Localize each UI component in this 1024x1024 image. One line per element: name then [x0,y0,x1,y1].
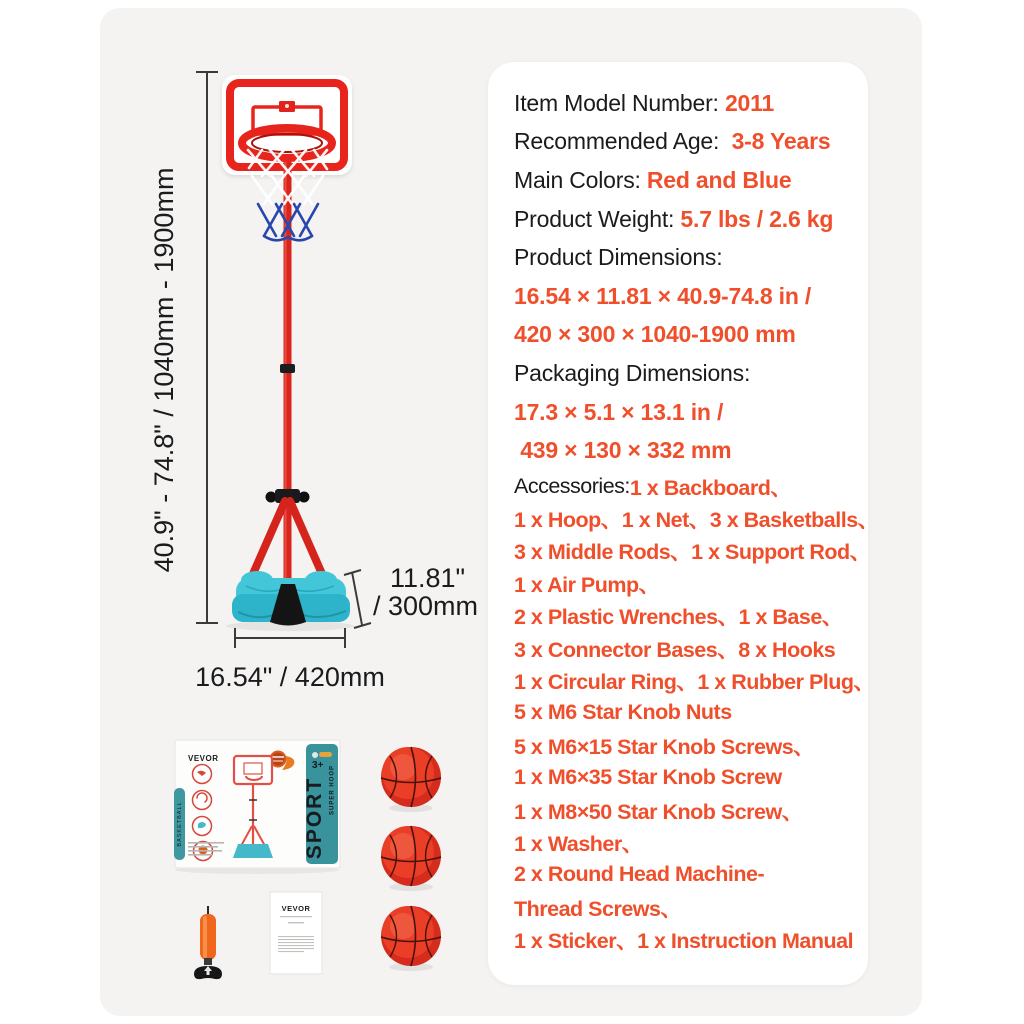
spec-line [514,923,862,955]
spec-line [514,470,862,502]
spec-value: 1 x M6×35 Star Knob Screw [514,765,782,790]
basketball-1 [381,747,441,812]
spec-line [514,535,871,567]
box-panel-subtitle: SUPER HOOP [329,764,336,816]
spec-line [514,859,862,891]
spec-label: Recommended Age: [514,128,732,155]
base [226,571,354,631]
spec-value: 2 x Round Head Machine- [514,862,765,887]
spec-value: 1 x Washer、 [514,831,643,856]
spec-value: 5 x M6 Star Knob Nuts [514,700,732,725]
spec-line [514,200,862,239]
spec-line [514,761,862,793]
spec-value: 5 x M6×15 Star Knob Screws、 [514,734,815,759]
spec-label: Main Colors: [514,166,647,193]
spec-value: 2 x Plastic Wrenches、1 x Base、 [514,605,843,630]
spec-value: 1 x Circular Ring、1 x Rubber Plug、 [514,669,875,694]
spec-value: 2011 [724,89,775,116]
spec-line [514,354,862,393]
spec-value: 420 × 300 × 1040-1900 mm [514,321,796,348]
spec-value: 3-8 Years [731,128,831,155]
spec-value: 5.7 lbs / 2.6 kg [680,205,834,232]
spec-value: 17.3 × 5.1 × 13.1 in / [514,398,724,425]
spec-line [514,431,862,470]
spec-value: 439 × 130 × 332 mm [514,437,732,464]
spec-line [514,632,862,664]
spec-line [514,794,862,826]
box-hoop-base [233,844,273,858]
depth-dimension-label-in: 11.81" [390,563,466,593]
spec-label: Product Weight: [514,205,681,232]
hoop-stand-illustration [222,75,354,631]
spec-line [514,161,862,200]
spec-line [514,277,862,316]
instruction-manual [270,892,322,974]
basketball-3 [381,906,441,971]
spec-value: 3 x Middle Rods、1 x Support Rod、 [514,540,871,565]
spec-line [514,502,879,534]
spec-value: 1 x M8×50 Star Knob Screw、 [514,799,803,824]
spec-label: Item Model Number: [514,89,725,116]
air-pump [194,906,222,979]
basketball-2 [381,826,441,891]
manual-brand: VEVOR [281,904,311,913]
spec-value: 3 x Connector Bases、8 x Hooks [514,637,836,662]
spec-line [514,826,862,858]
box-panel-title: SPORT [303,776,326,860]
spec-value: 16.54 × 11.81 × 40.9-74.8 in / [514,282,812,309]
depth-dimension-label-mm: / 300mm [373,591,479,621]
package-box [174,740,340,874]
spec-line [514,84,862,123]
spec-value: Red and Blue [646,166,792,193]
spec-value: 1 x Backboard、 [629,475,792,500]
pole [280,156,295,588]
box-age-badge: 3+ [312,760,324,771]
spec-line [514,123,862,162]
spec-value: 1 x Hoop、1 x Net、3 x Basketballs、 [514,508,879,533]
spec-value: 1 x Sticker、1 x Instruction Manual [514,929,854,954]
height-dimension-label: 40.9" - 74.8" / 1040mm - 1900mm [149,167,179,573]
spec-line [514,891,862,923]
spec-line [514,697,862,729]
spec-section-general [514,84,862,470]
height-dimension-line [196,72,218,623]
spec-value: 1 x Air Pump、 [514,572,660,597]
spec-line [514,664,875,696]
spec-label: Product Dimensions: [514,244,723,271]
spec-line [514,393,862,432]
spec-line [514,316,862,355]
spec-label: Accessories: [514,473,630,498]
spec-line [514,567,862,599]
spec-section-accessories [514,470,879,956]
box-brand-logo: VEVOR [188,754,219,763]
spec-value: Thread Screws、 [514,896,682,921]
spec-label: Packaging Dimensions: [514,359,751,386]
spec-line [514,600,862,632]
spec-card [488,62,879,985]
spec-line [514,729,862,761]
width-dimension-label: 16.54" / 420mm [195,662,385,692]
box-side-text: BASKETBALL [177,801,183,847]
spec-line [514,238,862,277]
